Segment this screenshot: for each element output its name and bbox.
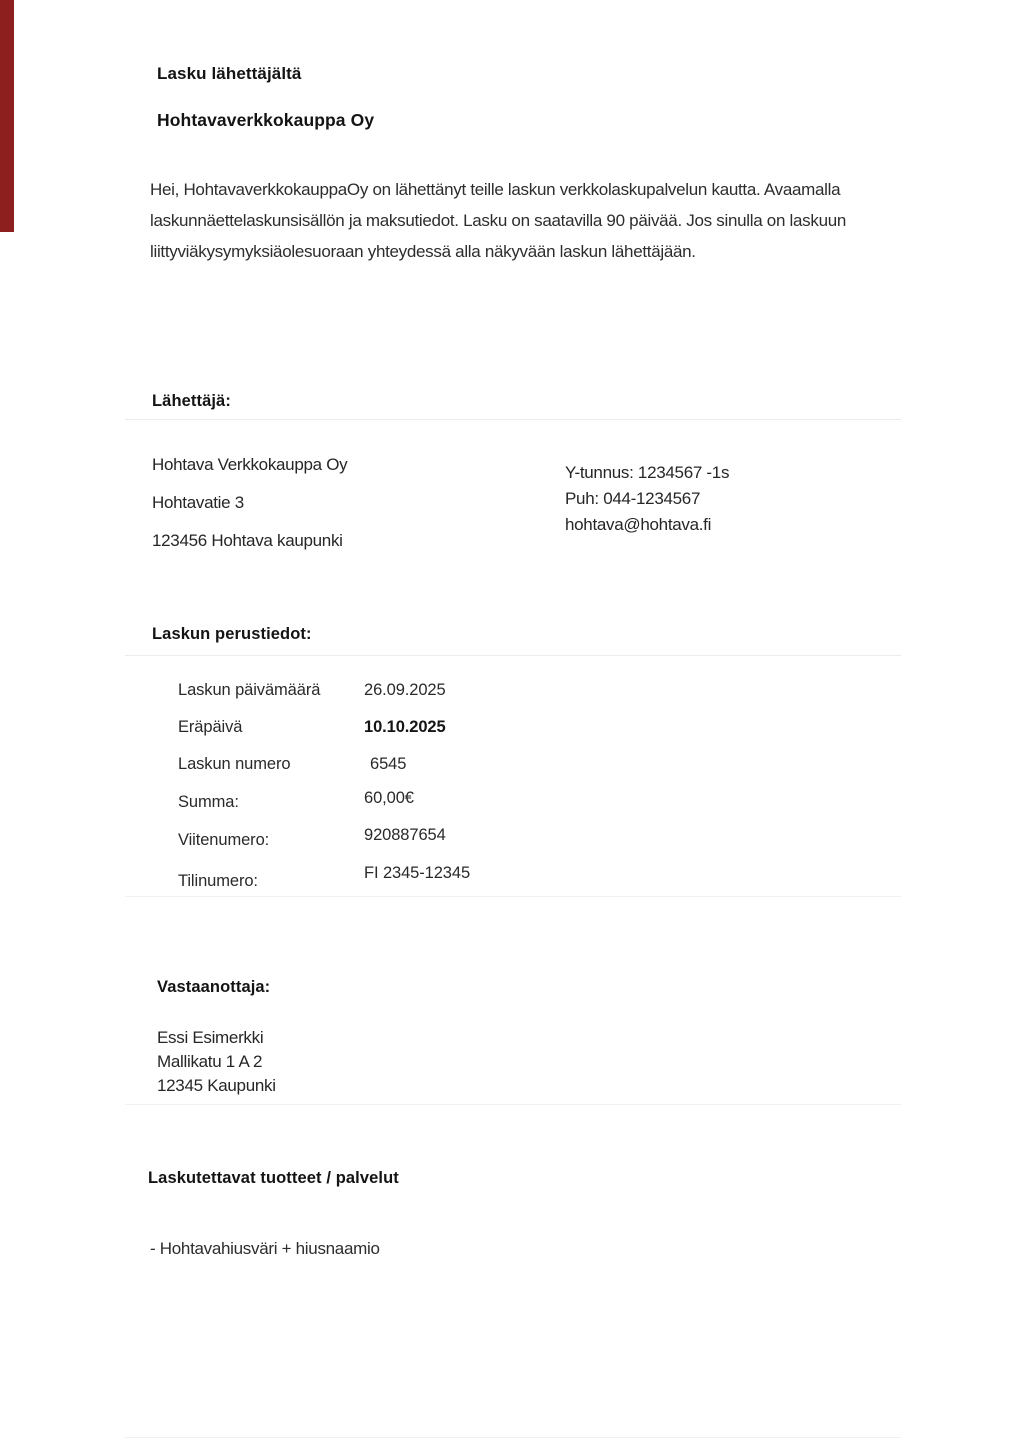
reference-number-value: 920887654	[364, 826, 446, 844]
intro-line: liittyviäkysymyksiäolesuoraan yhteydessä alla näkyvään laskun lähettäjään.	[150, 242, 696, 261]
row-label: Laskun numero	[178, 755, 291, 773]
sender-address-line: 123456 Hohtava kaupunki	[152, 531, 343, 550]
sender-address-line: Hohtavatie 3	[152, 493, 244, 512]
due-date-value: 10.10.2025	[364, 718, 446, 736]
divider	[125, 896, 901, 897]
divider	[125, 1437, 901, 1438]
total-amount-value: 60,00€	[364, 789, 414, 807]
row-label: Viitenumero:	[178, 831, 270, 849]
intro-line: laskunnäettelaskunsisällön ja maksutiedot. Lasku on saatavilla 90 päivää. Jos sinulla on laskuun	[150, 211, 847, 230]
page-title: Lasku lähettäjältä	[157, 64, 302, 83]
invoice-item: - Hohtavahiusväri + hiusnaamio	[150, 1239, 380, 1258]
section-heading-sender: Lähettäjä:	[152, 392, 231, 410]
invoice-number-value: 6545	[370, 755, 407, 773]
section-heading-recipient: Vastaanottaja:	[157, 978, 271, 996]
sender-phone: Puh: 044-1234567	[565, 489, 701, 508]
section-heading-items: Laskutettavat tuotteet / palvelut	[148, 1169, 399, 1187]
recipient-address-line: Mallikatu 1 A 2	[157, 1052, 263, 1071]
divider	[125, 655, 901, 656]
intro-line: Hei, HohtavaverkkokauppaOy on lähettänyt teille laskun verkkolaskupalvelun kautta. Avaamalla	[150, 180, 841, 199]
sender-business-id: Y-tunnus: 1234567 -1s	[565, 463, 730, 482]
recipient-address-line: Essi Esimerkki	[157, 1028, 264, 1047]
sender-email: hohtava@hohtava.fi	[565, 515, 712, 534]
recipient-address-line: 12345 Kaupunki	[157, 1076, 276, 1095]
divider	[125, 1104, 901, 1105]
row-label: Laskun päivämäärä	[178, 681, 321, 699]
sender-address-line: Hohtava Verkkokauppa Oy	[152, 455, 348, 474]
divider	[125, 419, 901, 420]
invoice-date-value: 26.09.2025	[364, 681, 446, 699]
row-label: Tilinumero:	[178, 872, 258, 890]
sender-company-title: Hohtavaverkkokauppa Oy	[157, 110, 375, 130]
account-number-value: FI 2345-12345	[364, 864, 471, 882]
section-heading-invoice-info: Laskun perustiedot:	[152, 625, 312, 643]
row-label: Summa:	[178, 793, 239, 811]
accent-bar	[0, 0, 14, 232]
row-label: Eräpäivä	[178, 718, 243, 736]
